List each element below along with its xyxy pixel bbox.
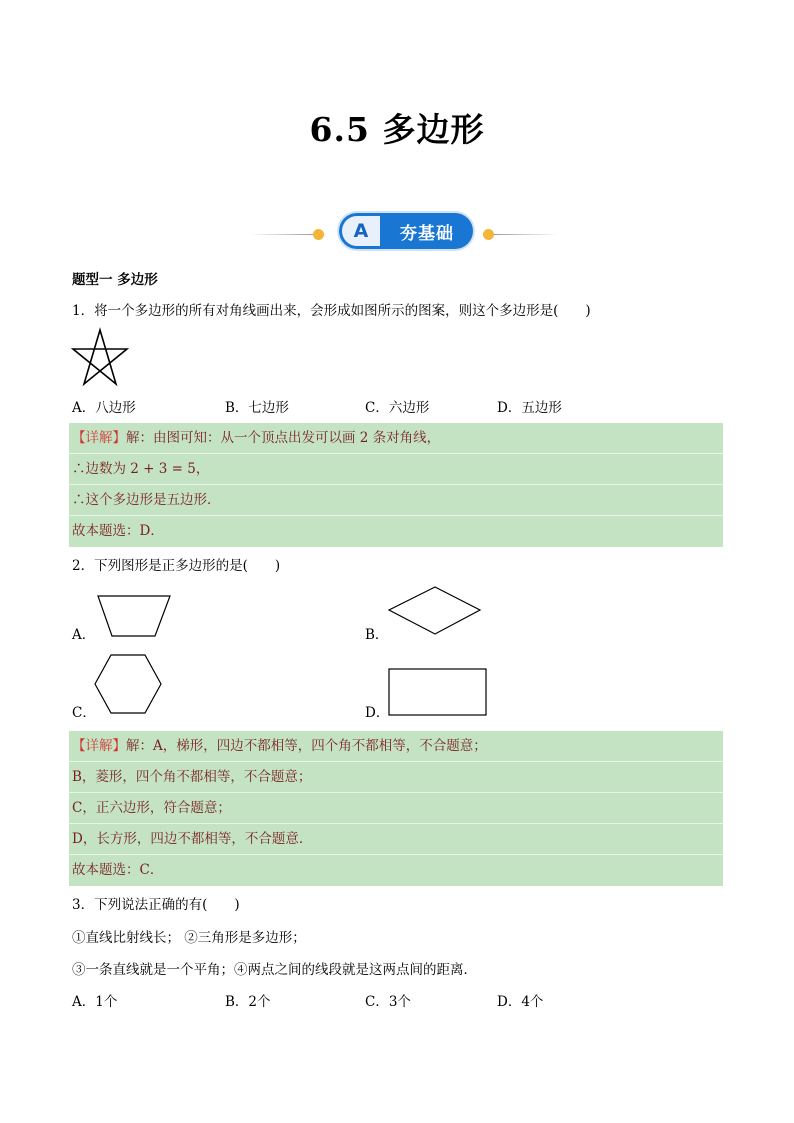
q2-answer-line — [69, 793, 723, 824]
q2-stem: 2．下列图形是正多边形的是( ) — [72, 558, 281, 574]
q2-option-c: C． — [72, 705, 96, 721]
page-title: 6.5 多边形 — [309, 110, 485, 149]
q3-option-c: C．3个 — [365, 994, 411, 1010]
banner-left-line — [250, 234, 314, 235]
q1-option-a: A．八边形 — [72, 400, 136, 416]
q1-answer-line — [69, 485, 723, 516]
q2-answer-text: 解：A，梯形，四边不都相等，四个角不都相等，不合题意； — [126, 738, 487, 754]
q2-answer-text: B，菱形，四个角不都相等，不合题意； — [72, 769, 312, 785]
banner-letter: A — [342, 216, 380, 246]
q1-option-d: D．五边形 — [497, 400, 562, 416]
q1-answer-line — [69, 516, 723, 547]
section-banner — [0, 210, 794, 254]
q1-answer-line — [69, 423, 723, 454]
q2-answer-tag: 【详解】 — [72, 738, 126, 754]
banner-label: 夯基础 — [400, 223, 454, 244]
q1-option-b: B．七边形 — [225, 400, 289, 416]
q2-answer-text: 故本题选：C． — [72, 862, 164, 878]
q2-option-d: D． — [365, 705, 390, 721]
q2-answer-line — [69, 731, 723, 762]
q3-statement-1: ①直线比射线长； ②三角形是多边形； — [72, 930, 306, 946]
q2-option-b: B． — [365, 627, 389, 643]
q1-answer-tag: 【详解】 — [72, 430, 126, 446]
banner-pill — [339, 213, 473, 249]
banner-right-line — [494, 234, 558, 235]
q2-answer-box — [69, 731, 723, 886]
q1-stem: 1．将一个多边形的所有对角线画出来，会形成如图所示的图案，则这个多边形是( ) — [72, 303, 591, 319]
banner-left-dot — [313, 229, 324, 240]
banner-right-dot — [483, 229, 494, 240]
q2-trapezoid-figure — [94, 595, 172, 637]
q2-rhombus-figure — [388, 586, 482, 636]
q3-option-b: B．2个 — [225, 994, 271, 1010]
q1-answer-line — [69, 454, 723, 485]
q3-option-d: D．4个 — [497, 994, 544, 1010]
q3-option-a: A．1个 — [72, 994, 118, 1010]
q2-answer-line — [69, 855, 723, 886]
q1-answer-text: ∴边数为 2 + 3 = 5， — [72, 461, 210, 477]
q1-answer-text: ∴这个多边形是五边形． — [72, 492, 221, 508]
q1-star-figure — [70, 328, 130, 388]
section-heading: 题型一 多边形 — [72, 272, 158, 288]
q2-answer-line — [69, 824, 723, 855]
q1-answer-box — [69, 423, 723, 547]
q1-option-c: C．六边形 — [365, 400, 430, 416]
q3-statement-2: ③一条直线就是一个平角；④两点之间的线段就是这两点间的距离． — [72, 962, 477, 978]
q2-answer-text: C，正六边形，符合题意； — [72, 800, 231, 816]
q3-stem: 3．下列说法正确的有( ) — [72, 897, 240, 913]
q1-answer-text: 故本题选：D． — [72, 523, 164, 539]
q1-answer-text: 解：由图可知：从一个顶点出发可以画 2 条对角线， — [126, 430, 441, 446]
q2-rectangle-figure — [388, 668, 488, 716]
q2-answer-text: D，长方形，四边不都相等，不合题意． — [72, 831, 313, 847]
q2-hexagon-figure — [94, 654, 162, 716]
q2-answer-line — [69, 762, 723, 793]
q2-option-a: A． — [72, 627, 96, 643]
